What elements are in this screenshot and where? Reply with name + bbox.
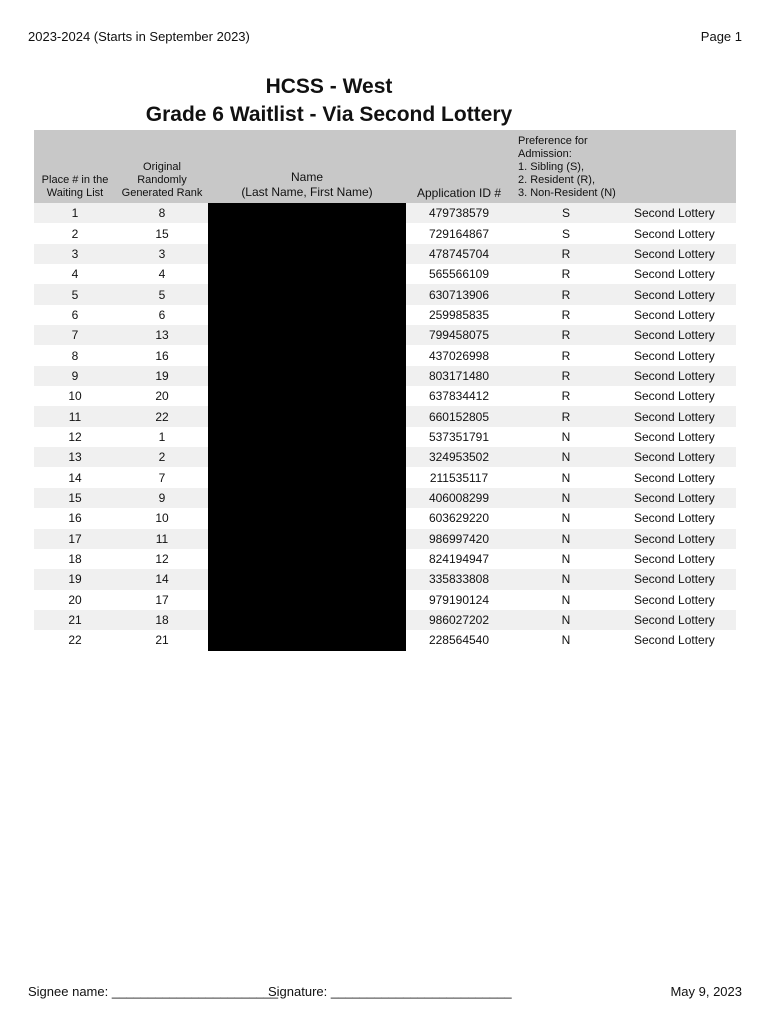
cell-name-redacted — [208, 549, 406, 569]
cell-preference: N — [512, 508, 620, 528]
cell-name-redacted — [208, 529, 406, 549]
cell-rank: 14 — [116, 569, 208, 589]
cell-preference: N — [512, 488, 620, 508]
cell-application-id: 630713906 — [406, 284, 512, 304]
cell-application-id: 437026998 — [406, 345, 512, 365]
cell-name-redacted — [208, 223, 406, 243]
cell-rank: 4 — [116, 264, 208, 284]
document-title: HCSS - West — [265, 75, 393, 98]
cell-lottery: Second Lottery — [620, 366, 736, 386]
cell-lottery: Second Lottery — [620, 325, 736, 345]
cell-preference: N — [512, 467, 620, 487]
cell-place: 19 — [34, 569, 116, 589]
cell-name-redacted — [208, 305, 406, 325]
cell-preference: R — [512, 406, 620, 426]
table-row — [34, 447, 736, 467]
cell-preference: N — [512, 549, 620, 569]
cell-preference: N — [512, 630, 620, 650]
cell-place: 2 — [34, 223, 116, 243]
cell-application-id: 228564540 — [406, 630, 512, 650]
cell-place: 22 — [34, 630, 116, 650]
cell-preference: N — [512, 529, 620, 549]
table-row — [34, 223, 736, 243]
col-header-lottery — [620, 130, 736, 203]
cell-preference: N — [512, 590, 620, 610]
table-row — [34, 203, 736, 223]
cell-lottery: Second Lottery — [620, 630, 736, 650]
table-header-row — [34, 130, 736, 203]
cell-name-redacted — [208, 590, 406, 610]
cell-preference: R — [512, 264, 620, 284]
cell-place: 6 — [34, 305, 116, 325]
table-row — [34, 529, 736, 549]
cell-application-id: 565566109 — [406, 264, 512, 284]
cell-lottery: Second Lottery — [620, 203, 736, 223]
cell-lottery: Second Lottery — [620, 223, 736, 243]
cell-place: 20 — [34, 590, 116, 610]
cell-place: 9 — [34, 366, 116, 386]
cell-rank: 16 — [116, 345, 208, 365]
cell-name-redacted — [208, 610, 406, 630]
waitlist-table — [34, 130, 736, 651]
cell-place: 5 — [34, 284, 116, 304]
cell-application-id: 335833808 — [406, 569, 512, 589]
cell-rank: 19 — [116, 366, 208, 386]
cell-place: 7 — [34, 325, 116, 345]
cell-place: 16 — [34, 508, 116, 528]
cell-rank: 8 — [116, 203, 208, 223]
signature-line: Signature: _________________________ — [268, 984, 512, 999]
table-row — [34, 488, 736, 508]
cell-name-redacted — [208, 366, 406, 386]
cell-rank: 21 — [116, 630, 208, 650]
cell-application-id: 986027202 — [406, 610, 512, 630]
cell-place: 10 — [34, 386, 116, 406]
cell-application-id: 259985835 — [406, 305, 512, 325]
cell-lottery: Second Lottery — [620, 529, 736, 549]
cell-lottery: Second Lottery — [620, 467, 736, 487]
cell-preference: R — [512, 366, 620, 386]
cell-application-id: 803171480 — [406, 366, 512, 386]
cell-rank: 5 — [116, 284, 208, 304]
table-row — [34, 284, 736, 304]
col-header-name: Name (Last Name, First Name) — [208, 130, 406, 203]
cell-rank: 3 — [116, 244, 208, 264]
cell-preference: N — [512, 447, 620, 467]
cell-preference: S — [512, 203, 620, 223]
cell-application-id: 799458075 — [406, 325, 512, 345]
cell-application-id: 824194947 — [406, 549, 512, 569]
cell-name-redacted — [208, 467, 406, 487]
cell-name-redacted — [208, 447, 406, 467]
col-header-preference: Preference for Admission: 1. Sibling (S), 2. Resident (R), 3. Non-Resident (N) — [512, 130, 620, 203]
cell-rank: 12 — [116, 549, 208, 569]
cell-place: 8 — [34, 345, 116, 365]
cell-lottery: Second Lottery — [620, 508, 736, 528]
cell-place: 11 — [34, 406, 116, 426]
cell-application-id: 979190124 — [406, 590, 512, 610]
cell-preference: R — [512, 345, 620, 365]
cell-preference: N — [512, 610, 620, 630]
cell-name-redacted — [208, 427, 406, 447]
cell-place: 15 — [34, 488, 116, 508]
col-header-place: Place # in the Waiting List — [34, 130, 116, 203]
cell-place: 14 — [34, 467, 116, 487]
cell-lottery: Second Lottery — [620, 447, 736, 467]
cell-application-id: 479738579 — [406, 203, 512, 223]
cell-application-id: 986997420 — [406, 529, 512, 549]
cell-preference: N — [512, 427, 620, 447]
cell-place: 4 — [34, 264, 116, 284]
table-row — [34, 305, 736, 325]
cell-rank: 17 — [116, 590, 208, 610]
cell-place: 13 — [34, 447, 116, 467]
cell-lottery: Second Lottery — [620, 345, 736, 365]
cell-name-redacted — [208, 386, 406, 406]
cell-application-id: 324953502 — [406, 447, 512, 467]
cell-rank: 11 — [116, 529, 208, 549]
cell-application-id: 537351791 — [406, 427, 512, 447]
cell-lottery: Second Lottery — [620, 264, 736, 284]
cell-name-redacted — [208, 406, 406, 426]
cell-rank: 7 — [116, 467, 208, 487]
cell-lottery: Second Lottery — [620, 284, 736, 304]
cell-lottery: Second Lottery — [620, 386, 736, 406]
cell-name-redacted — [208, 488, 406, 508]
cell-rank: 1 — [116, 427, 208, 447]
cell-lottery: Second Lottery — [620, 244, 736, 264]
document-subtitle: Grade 6 Waitlist - Via Second Lottery — [145, 103, 513, 126]
table-row — [34, 244, 736, 264]
cell-rank: 6 — [116, 305, 208, 325]
cell-name-redacted — [208, 203, 406, 223]
cell-lottery: Second Lottery — [620, 590, 736, 610]
table-row — [34, 549, 736, 569]
cell-preference: R — [512, 284, 620, 304]
cell-rank: 15 — [116, 223, 208, 243]
cell-application-id: 660152805 — [406, 406, 512, 426]
table-row — [34, 590, 736, 610]
cell-name-redacted — [208, 244, 406, 264]
cell-preference: S — [512, 223, 620, 243]
table-row — [34, 345, 736, 365]
cell-lottery: Second Lottery — [620, 427, 736, 447]
cell-lottery: Second Lottery — [620, 406, 736, 426]
cell-rank: 9 — [116, 488, 208, 508]
cell-place: 21 — [34, 610, 116, 630]
cell-name-redacted — [208, 325, 406, 345]
cell-rank: 2 — [116, 447, 208, 467]
table-row — [34, 264, 736, 284]
cell-application-id: 603629220 — [406, 508, 512, 528]
col-header-rank: Original Randomly Generated Rank — [116, 130, 208, 203]
cell-rank: 13 — [116, 325, 208, 345]
cell-rank: 10 — [116, 508, 208, 528]
cell-application-id: 406008299 — [406, 488, 512, 508]
cell-name-redacted — [208, 569, 406, 589]
cell-preference: N — [512, 569, 620, 589]
cell-lottery: Second Lottery — [620, 610, 736, 630]
cell-application-id: 637834412 — [406, 386, 512, 406]
cell-place: 17 — [34, 529, 116, 549]
table-row — [34, 630, 736, 650]
cell-name-redacted — [208, 264, 406, 284]
cell-lottery: Second Lottery — [620, 549, 736, 569]
cell-preference: R — [512, 305, 620, 325]
cell-rank: 22 — [116, 406, 208, 426]
cell-name-redacted — [208, 345, 406, 365]
table-row — [34, 406, 736, 426]
signee-name-line: Signee name: _______________________ — [28, 984, 279, 999]
cell-application-id: 211535117 — [406, 467, 512, 487]
cell-name-redacted — [208, 508, 406, 528]
col-header-application-id: Application ID # — [406, 130, 512, 203]
page-number: Page 1 — [700, 29, 742, 44]
table-row — [34, 366, 736, 386]
school-year-header: 2023-2024 (Starts in September 2023) — [28, 29, 250, 44]
cell-place: 12 — [34, 427, 116, 447]
table-row — [34, 508, 736, 528]
table-row — [34, 610, 736, 630]
cell-preference: R — [512, 325, 620, 345]
cell-lottery: Second Lottery — [620, 305, 736, 325]
cell-rank: 20 — [116, 386, 208, 406]
table-row — [34, 325, 736, 345]
cell-preference: R — [512, 386, 620, 406]
cell-place: 1 — [34, 203, 116, 223]
table-row — [34, 467, 736, 487]
cell-lottery: Second Lottery — [620, 488, 736, 508]
cell-place: 18 — [34, 549, 116, 569]
cell-application-id: 478745704 — [406, 244, 512, 264]
cell-lottery: Second Lottery — [620, 569, 736, 589]
document-date: May 9, 2023 — [670, 984, 742, 999]
cell-rank: 18 — [116, 610, 208, 630]
table-row — [34, 386, 736, 406]
cell-name-redacted — [208, 284, 406, 304]
table-row — [34, 569, 736, 589]
cell-application-id: 729164867 — [406, 223, 512, 243]
cell-place: 3 — [34, 244, 116, 264]
cell-preference: R — [512, 244, 620, 264]
table-row — [34, 427, 736, 447]
cell-name-redacted — [208, 630, 406, 650]
